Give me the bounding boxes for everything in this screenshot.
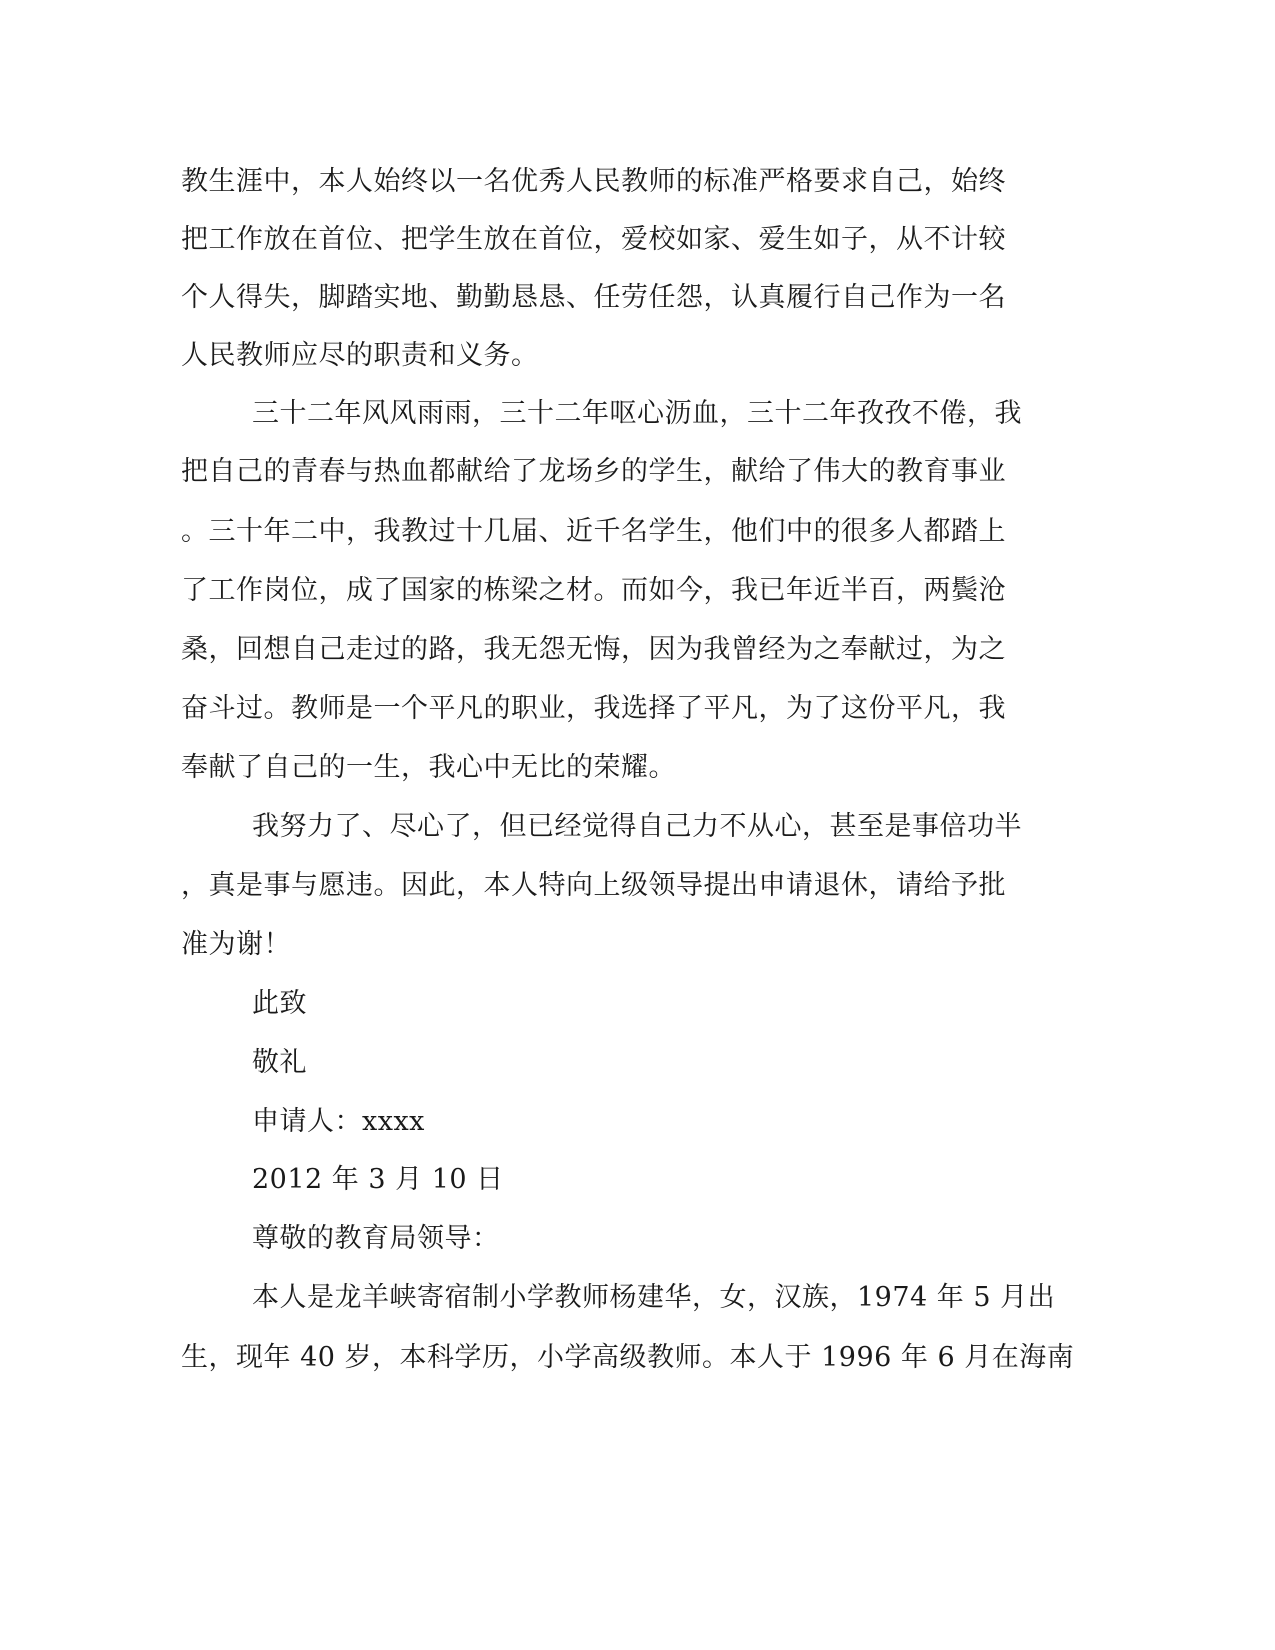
paragraph-start-line: 我努力了、尽心了，但已经觉得自己力不从心，甚至是事倍功半 <box>252 811 1022 842</box>
body-text-line: 个人得失，脚踏实地、勤勤恳恳、任劳任怨，认真履行自己作为一名 <box>181 282 1006 313</box>
body-text-line: 生，现年 40 岁，本科学历，小学高级教师。本人于 1996 年 6 月在海南 <box>181 1342 1075 1373</box>
body-text-line: ，真是事与愿违。因此，本人特向上级领导提出申请退休，请给予批 <box>181 870 1006 901</box>
body-text-line: 人民教师应尽的职责和义务。 <box>181 340 539 371</box>
body-text-line: 奉献了自己的一生，我心中无比的荣耀。 <box>181 752 676 783</box>
body-text-line: 桑，回想自己走过的路，我无怨无悔，因为我曾经为之奉献过，为之 <box>181 634 1006 665</box>
body-text-line: 了工作岗位，成了国家的栋梁之材。而如今，我已年近半百，两鬓沧 <box>181 575 1006 606</box>
body-text-line: 。三十年二中，我教过十几届、近千名学生，他们中的很多人都踏上 <box>181 516 1006 547</box>
body-text-line: 把自己的青春与热血都献给了龙场乡的学生，献给了伟大的教育事业 <box>181 456 1006 487</box>
body-text-line: 准为谢！ <box>181 929 291 960</box>
paragraph-start-line: 三十二年风风雨雨，三十二年呕心沥血，三十二年孜孜不倦，我 <box>252 398 1022 429</box>
body-text-line: 教生涯中，本人始终以一名优秀人民教师的标准严格要求自己，始终 <box>181 166 1006 197</box>
closing-salutation: 此致 <box>252 988 307 1019</box>
paragraph-start-line: 本人是龙羊峡寄宿制小学教师杨建华，女，汉族，1974 年 5 月出 <box>252 1282 1056 1313</box>
letter-date: 2012 年 3 月 10 日 <box>252 1164 504 1195</box>
body-text-line: 把工作放在首位、把学生放在首位，爱校如家、爱生如子，从不计较 <box>181 224 1006 255</box>
letter-greeting: 尊敬的教育局领导： <box>252 1223 500 1254</box>
closing-regards: 敬礼 <box>252 1047 307 1078</box>
applicant-signature: 申请人：xxxx <box>252 1106 425 1137</box>
body-text-line: 奋斗过。教师是一个平凡的职业，我选择了平凡，为了这份平凡，我 <box>181 693 1006 724</box>
